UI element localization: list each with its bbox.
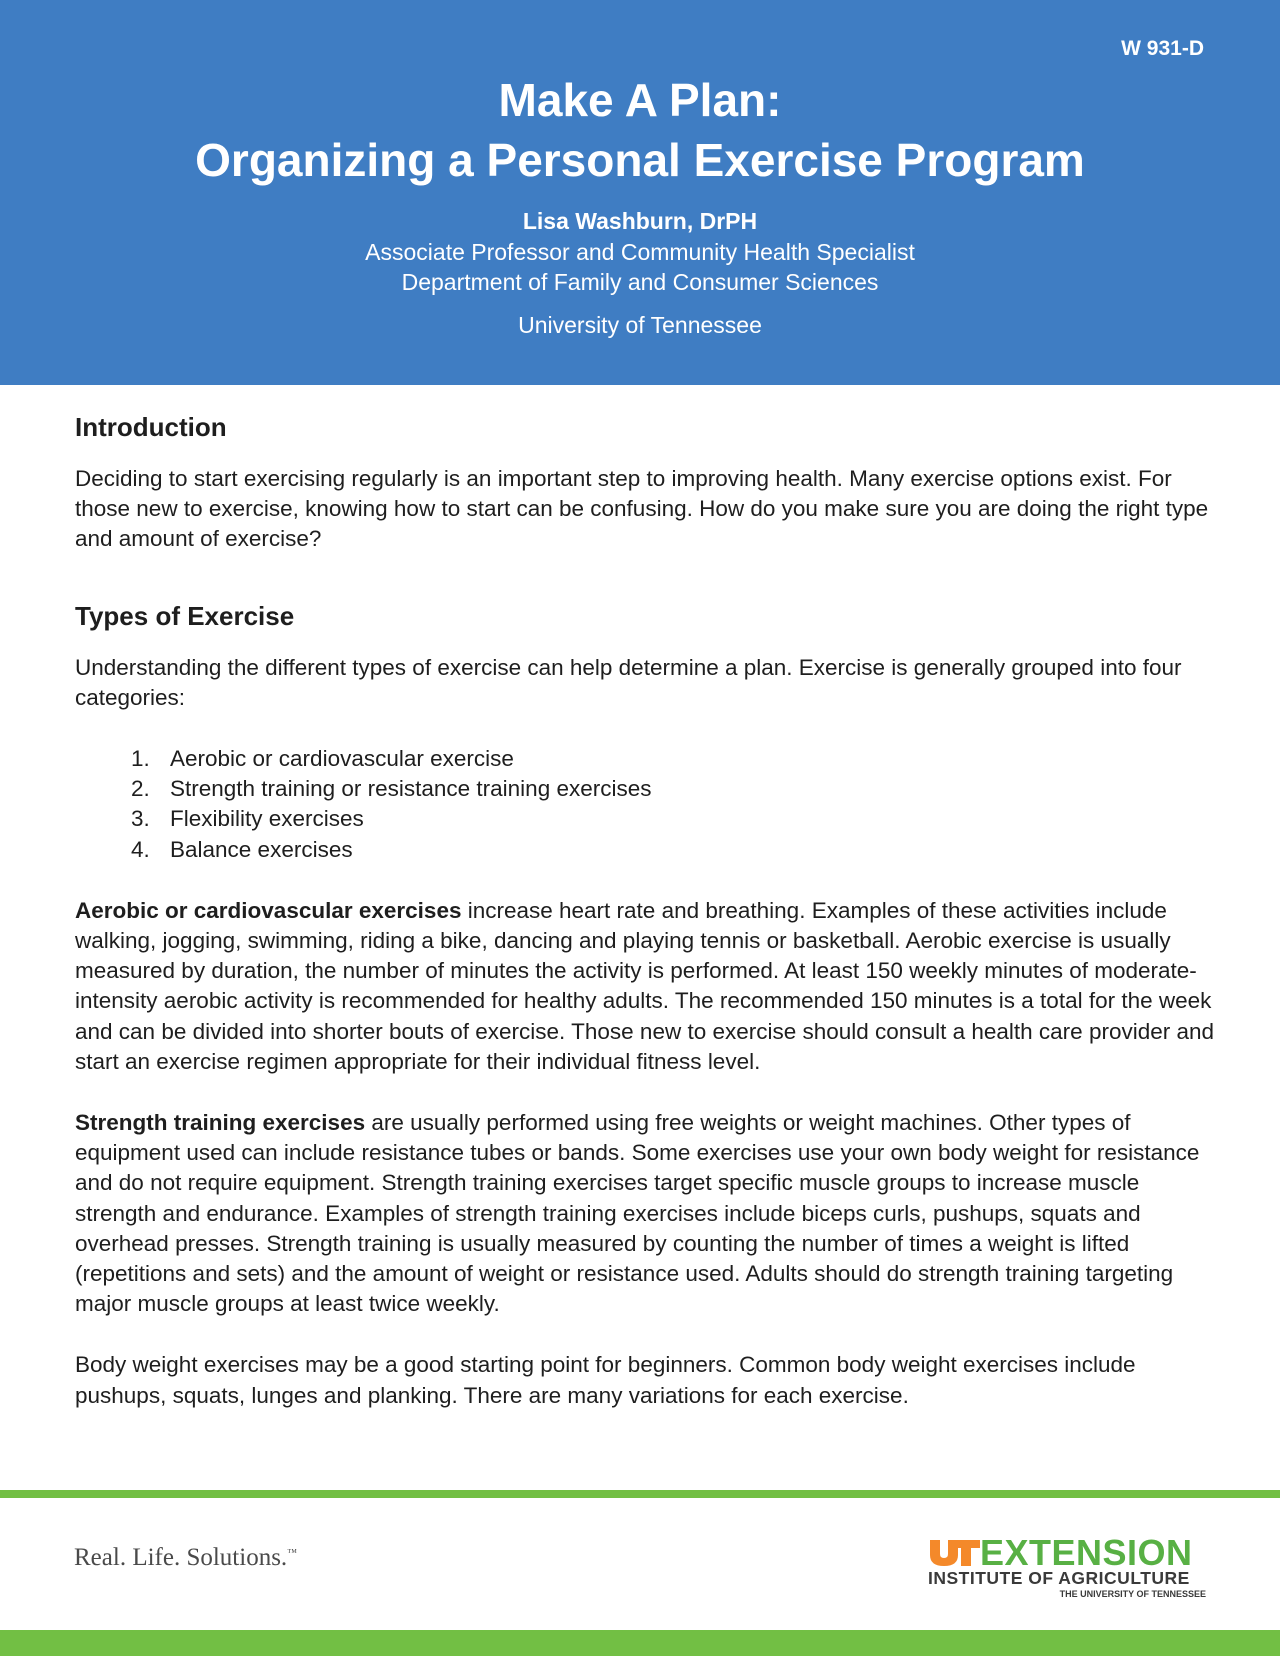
trademark-symbol: ™ xyxy=(287,1547,297,1559)
author-role: Associate Professor and Community Health Specialist xyxy=(365,239,915,265)
list-number: 3. xyxy=(131,806,150,832)
list-item xyxy=(75,774,1215,804)
types-heading: Types of Exercise xyxy=(75,600,295,631)
list-number: 4. xyxy=(131,836,150,862)
author-university: University of Tennessee xyxy=(518,312,762,338)
logo-extension-text: EXTENSION xyxy=(980,1532,1193,1573)
list-text: Aerobic or cardiovascular exercise xyxy=(170,746,514,772)
list-item xyxy=(75,744,1215,774)
title-line-1: Make A Plan: xyxy=(498,74,782,126)
types-paragraph: Understanding the different types of exercise can help determine a plan. Exercise is generally grouped into four categories: xyxy=(75,654,1182,710)
intro-heading: Introduction xyxy=(75,412,227,442)
bodyweight-paragraph: Body weight exercises may be a good starting point for beginners. Common body weight exercises include pushups, squats, lunges and planking. There are many variations for each exercise. xyxy=(75,1352,1136,1408)
aerobic-body: increase heart rate and breathing. Examples of these activities include walking, jogging, swimming, riding a bike, dancing and playing tennis or basketball. Aerobic exercise is usually measured by duration, the number of minutes the activity is performed. At least 150 weekly minutes of moderate-intensity aerobic activity is recommended for healthy adults. The recommended 150 minutes is a total for the week and can be divided into shorter bouts of exercise. Those new to exercise should consult a health care provider and start an exercise regimen appropriate for their individual fitness level. xyxy=(75,897,1215,1074)
list-text: Flexibility exercises xyxy=(170,806,364,832)
aerobic-paragraph xyxy=(75,896,1215,1077)
logo-institute-text: INSTITUTE OF AGRICULTURE xyxy=(928,1568,1190,1588)
aerobic-lead: Aerobic or cardiovascular exercises xyxy=(75,897,462,923)
ut-extension-logo xyxy=(928,1532,1208,1599)
ut-logo-icon xyxy=(928,1536,980,1566)
tagline-text: Real. Life. Solutions. xyxy=(74,1544,288,1571)
title-line-2: Organizing a Personal Exercise Program xyxy=(195,134,1085,186)
list-item xyxy=(75,804,1215,834)
strength-paragraph xyxy=(75,1108,1215,1319)
strength-body: are usually performed using free weights or weight machines. Other types of equipment used can include resistance tubes or bands. Some exercises use your own body weight for resistance and do not require equipment. Strength training exercises target specific muscle groups to increase muscle strength and endurance. Examples of strength training exercises include biceps curls, pushups, squats and overhead presses. Strength training is usually measured by counting the number of times a weight is lifted (repetitions and sets) and the amount of weight or resistance used. Adults should do strength training targeting major muscle groups at least twice weekly. xyxy=(75,1110,1200,1317)
list-text: Strength training or resistance training exercises xyxy=(170,776,652,802)
list-item xyxy=(75,835,1215,865)
list-text: Balance exercises xyxy=(170,836,353,862)
logo-university-text: THE UNIVERSITY OF TENNESSEE xyxy=(1059,1589,1206,1599)
list-number: 1. xyxy=(131,746,150,772)
footer-tagline xyxy=(74,1544,297,1572)
exercise-types-list xyxy=(75,744,1215,865)
document-body xyxy=(75,410,1215,1442)
list-number: 2. xyxy=(131,776,150,802)
page-title xyxy=(0,70,1280,190)
document-code: W 931-D xyxy=(1121,37,1204,60)
strength-lead: Strength training exercises xyxy=(75,1110,366,1136)
author-name: Lisa Washburn, DrPH xyxy=(522,208,758,234)
header-banner xyxy=(0,0,1280,385)
author-department: Department of Family and Consumer Sciences xyxy=(401,269,879,295)
footer-divider xyxy=(0,1490,1280,1498)
intro-paragraph: Deciding to start exercising regularly is an important step to improving health. Many exercise options exist. For those new to exercise, knowing how to start can be confusing. How do you make sure you are doing the right type and amount of exercise? xyxy=(75,466,1209,552)
footer-bar xyxy=(0,1630,1280,1656)
